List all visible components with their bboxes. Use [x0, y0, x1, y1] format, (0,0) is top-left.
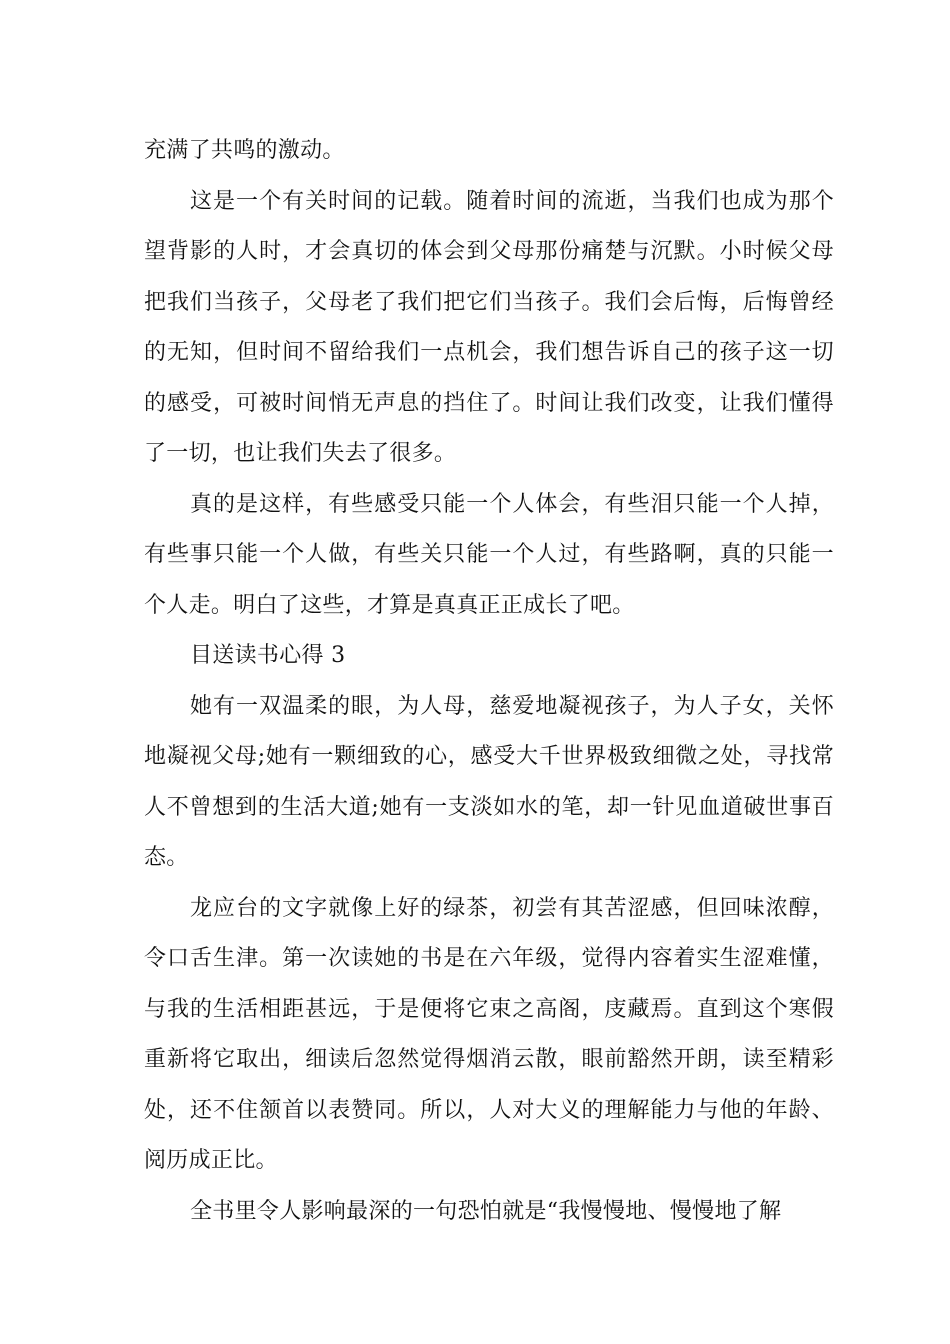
- paragraph-4: 她有一双温柔的眼，为人母，慈爱地凝视孩子，为人子女，关怀地凝视父母;她有一颗细致的心，感受大千世界极致细微之处，寻找常人不曾想到的生活大道;她有一支淡如水的笔，却一针见血道破世事百态。: [144, 693, 834, 870]
- paragraph-5: 龙应台的文字就像上好的绿茶，初尝有其苦涩感，但回味浓醇，令口舌生津。第一次读她的书是在六年级，觉得内容着实生涩难懂，与我的生活相距甚远，于是便将它束之高阁，庋藏焉。直到这个寒假重新将它取出，细读后忽然觉得烟消云散，眼前豁然开朗，读至精彩处，还不住颔首以表赞同。所以，人对大义的理解能力与他的年龄、阅历成正比。: [144, 895, 834, 1173]
- section-heading: 目送读书心得 3: [190, 643, 346, 668]
- paragraph-2: 这是一个有关时间的记载。随着时间的流逝，当我们也成为那个望背影的人时，才会真切的体会到父母那份痛楚与沉默。小时候父母把我们当孩子，父母老了我们把它们当孩子。我们会后悔，后悔曾经的无知，但时间不留给我们一点机会，我们想告诉自己的孩子这一切的感受，可被时间悄无声息的挡住了。时间让我们改变，让我们懂得了一切，也让我们失去了很多。: [144, 188, 834, 466]
- paragraph-3: 真的是这样，有些感受只能一个人体会，有些泪只能一个人掉，有些事只能一个人做，有些关只能一个人过，有些路啊，真的只能一个人走。明白了这些，才算是真真正正成长了吧。: [144, 491, 834, 618]
- paragraph-1: 充满了共鸣的激动。: [144, 138, 345, 163]
- paragraph-6: 全书里令人影响最深的一句恐怕就是“我慢慢地、慢慢地了解: [190, 1198, 782, 1224]
- document-body: [144, 126, 834, 1237]
